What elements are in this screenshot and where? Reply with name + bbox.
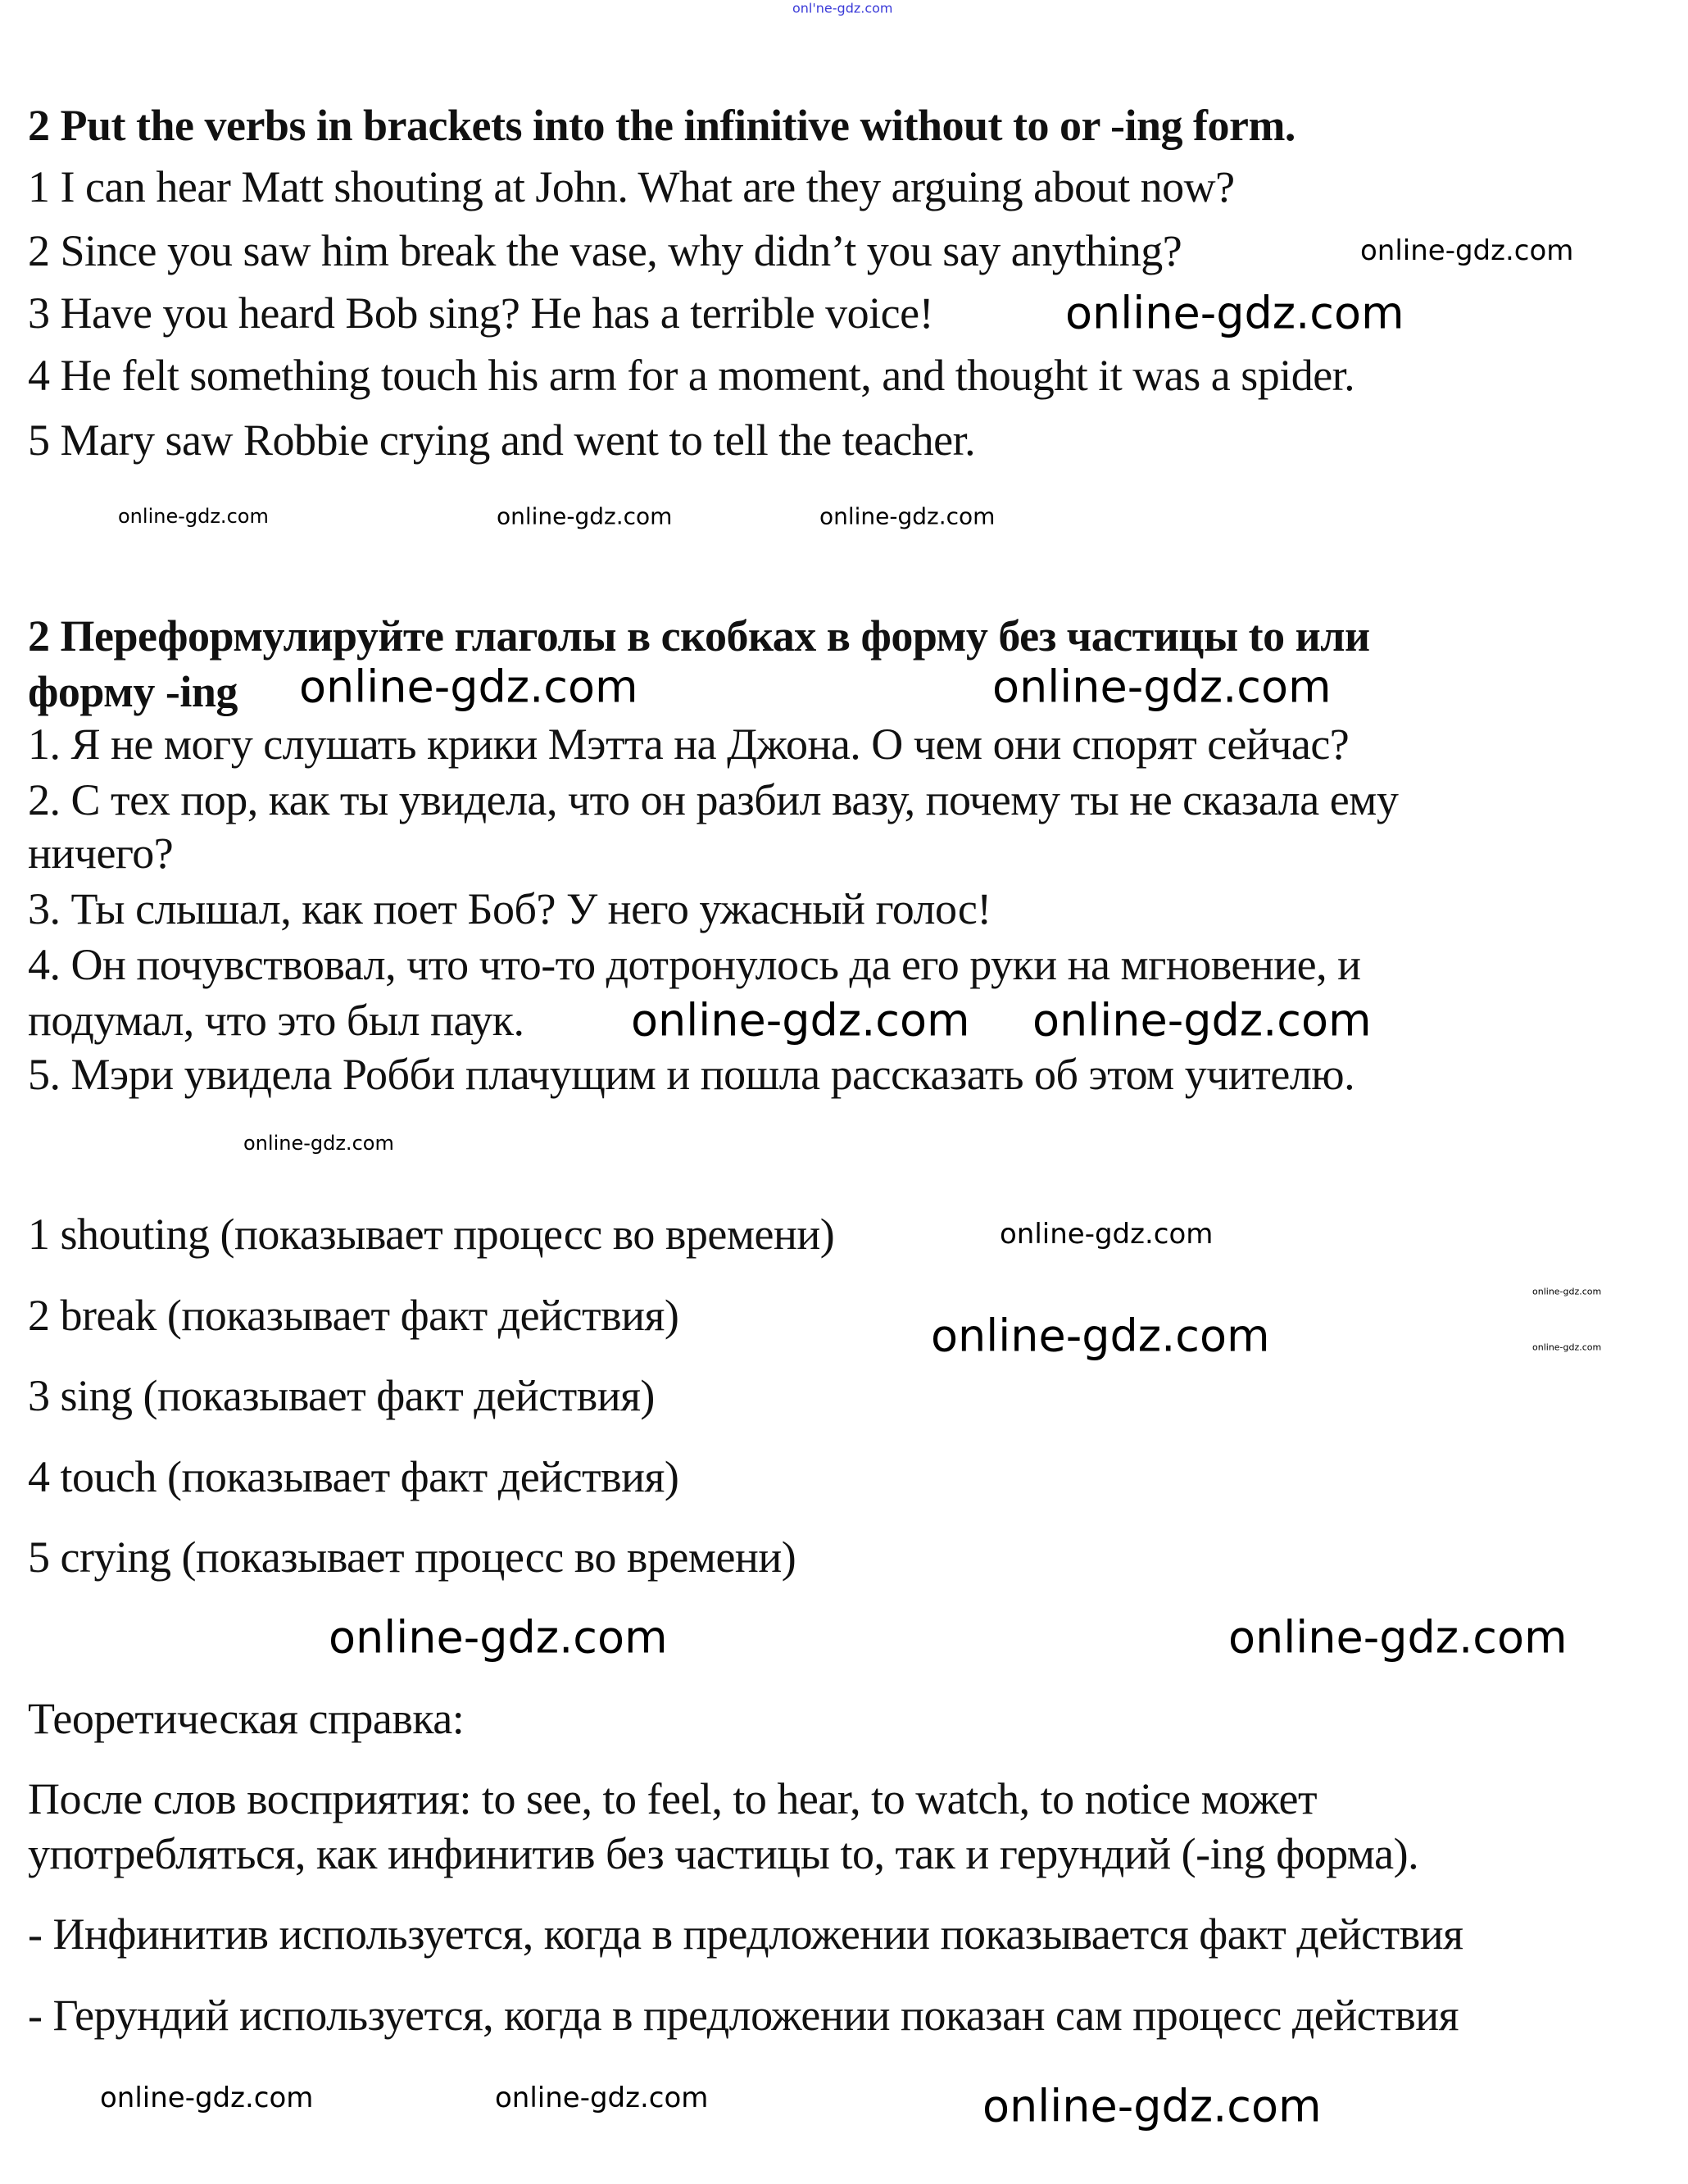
watermark: online-gdz.com	[982, 2080, 1322, 2132]
watermark: online-gdz.com	[1228, 1611, 1568, 1664]
exercise-title-en: 2 Put the verbs in brackets into the infinitive without to or -ing form.	[28, 101, 1295, 150]
sentence-5: 5 Mary saw Robbie crying and went to tell the teacher.	[28, 415, 976, 465]
watermark: online-gdz.com	[631, 994, 970, 1047]
watermark: online-gdz.com	[329, 1611, 668, 1664]
watermark: online-gdz.com	[118, 505, 269, 528]
watermark: online-gdz.com	[1360, 234, 1574, 267]
translation-line: подумал, что это был паук.	[28, 996, 524, 1045]
sentence-2: 2 Since you saw him break the vase, why didn’t you say anything?	[28, 226, 1182, 275]
theory-line: После слов восприятия: to see, to feel, to hear, to watch, to notice может	[28, 1774, 1318, 1823]
answer-4: 4 touch (показывает факт действия)	[28, 1452, 679, 1501]
watermark: online-gdz.com	[931, 1310, 1270, 1362]
watermark: online-gdz.com	[1000, 1218, 1214, 1251]
translation-line: 3. Ты слышал, как поет Боб? У него ужасный голос!	[28, 884, 991, 933]
theory-heading: Теоретическая справка:	[28, 1694, 465, 1743]
watermark: online-gdz.com	[1532, 1286, 1602, 1297]
watermark: online-gdz.com	[819, 502, 996, 530]
translation-line: 2. С тех пор, как ты увидела, что он разбил вазу, почему ты не сказала ему	[28, 775, 1399, 824]
exercise-title-ru-1: 2 Переформулируйте глаголы в скобках в форму без частицы to или	[28, 611, 1370, 661]
answer-3: 3 sing (показывает факт действия)	[28, 1371, 655, 1420]
watermark: onl'ne-gdz.com	[792, 0, 893, 16]
answer-5: 5 crying (показывает процесс во времени)	[28, 1532, 796, 1582]
watermark: online-gdz.com	[992, 661, 1332, 713]
exercise-title-ru-2: форму -ing	[28, 667, 238, 716]
watermark: online-gdz.com	[1032, 994, 1372, 1047]
theory-line: - Инфинитив используется, когда в предложении показывается факт действия	[28, 1909, 1463, 1959]
sentence-4: 4 He felt something touch his arm for a moment, and thought it was a spider.	[28, 351, 1355, 400]
watermark: online-gdz.com	[1065, 287, 1404, 339]
watermark: online-gdz.com	[299, 661, 638, 713]
watermark: online-gdz.com	[100, 2082, 314, 2114]
sentence-1: 1 I can hear Matt shouting at John. What are they arguing about now?	[28, 162, 1235, 211]
watermark: online-gdz.com	[1532, 1342, 1602, 1353]
translation-line: 4. Он почувствовал, что что-то дотронулось да его руки на мгновение, и	[28, 940, 1361, 989]
watermark: online-gdz.com	[495, 2082, 709, 2114]
answer-1: 1 shouting (показывает процесс во времени)	[28, 1210, 835, 1259]
watermark: online-gdz.com	[497, 502, 673, 530]
answer-2: 2 break (показывает факт действия)	[28, 1291, 679, 1340]
watermark: online-gdz.com	[243, 1132, 394, 1155]
translation-line: 5. Мэри увидела Робби плачущим и пошла рассказать об этом учителю.	[28, 1050, 1355, 1099]
translation-line: ничего?	[28, 829, 174, 878]
theory-line: - Герундий используется, когда в предложении показан сам процесс действия	[28, 1991, 1459, 2040]
translation-line: 1. Я не могу слушать крики Мэтта на Джона. О чем они спорят сейчас?	[28, 720, 1350, 769]
theory-line: употребляться, как инфинитив без частицы to, так и герундий (-ing форма).	[28, 1829, 1419, 1878]
sentence-3: 3 Have you heard Bob sing? He has a terrible voice!	[28, 288, 934, 338]
